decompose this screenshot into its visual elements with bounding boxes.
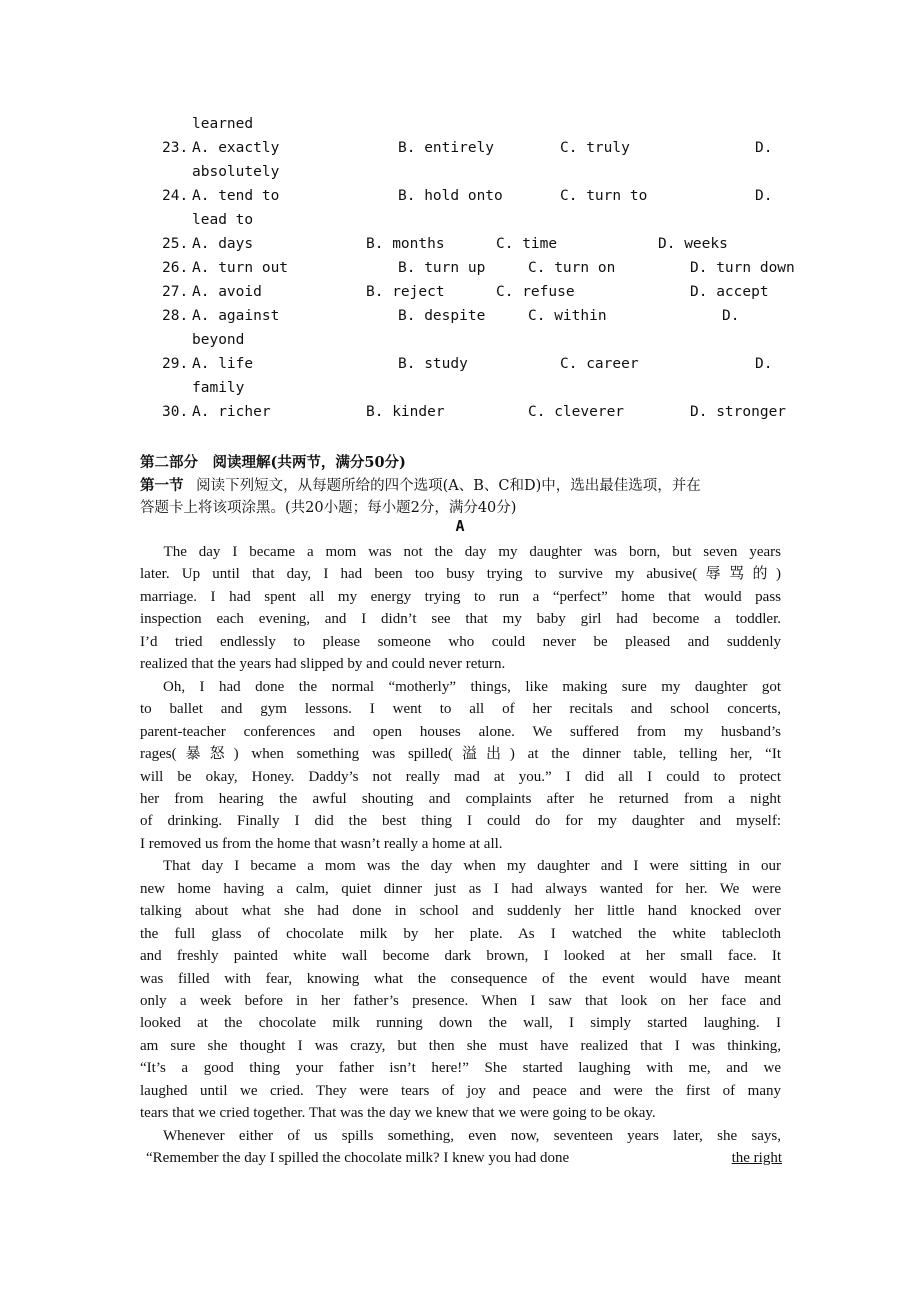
passage-line: new home having a calm, quiet dinner just as I had always wanted for her. We were <box>140 880 781 897</box>
option-b: B. kinder <box>366 404 445 420</box>
question-27-row <box>0 284 920 308</box>
passage-line: talking about what she had done in school and suddenly her little hand knocked over <box>140 903 781 920</box>
question-number: 23. <box>162 140 189 156</box>
passage-line: parent-teacher conferences and open houses alone. We suffered from my husband’s <box>140 723 781 740</box>
passage-line: the full glass of chocolate milk by her plate. As I watched the white tablecloth <box>140 925 781 942</box>
option-b: B. despite <box>398 308 486 324</box>
option-d: D. stronger <box>690 404 787 420</box>
question-23-row <box>0 140 920 164</box>
passage-line: That day I became a mom was the day when my daughter and I were sitting in our <box>163 858 781 875</box>
option-b: B. reject <box>366 284 445 300</box>
option-d: D. <box>722 308 740 324</box>
question-26-row <box>0 260 920 284</box>
option-c: C. within <box>528 308 607 324</box>
passage-line: inspection each evening, and I didn’t see that my baby girl had become a toddler. <box>140 611 781 628</box>
passage-line: Whenever either of us spills something, even now, seventeen years later, she says, <box>163 1127 781 1144</box>
passage-line: looked at the chocolate milk running down the wall, I simply started laughing. I <box>140 1015 781 1032</box>
passage-line: of drinking. Finally I did the best thing I could do for my daughter and myself: <box>140 813 781 830</box>
option-a: A. turn out <box>192 260 289 276</box>
option-b: B. study <box>398 356 468 372</box>
question-28-option-d-continuation: beyond <box>192 332 245 348</box>
passage-line: Oh, I had done the normal “motherly” things, like making sure my daughter got <box>163 678 781 695</box>
question-29-row <box>0 356 920 380</box>
option-b: B. months <box>366 236 445 252</box>
passage-line: later. Up until that day, I had been too busy trying to survive my abusive(辱骂的) <box>140 566 781 583</box>
passage-line: was filled with fear, knowing what the consequence of the event would have meant <box>140 970 781 987</box>
option-a: A. avoid <box>192 284 262 300</box>
passage-line: tears that we cried together. That was the day we knew that we were going to be okay. <box>140 1105 656 1122</box>
option-d: D. <box>755 356 773 372</box>
question-number: 26. <box>162 260 189 276</box>
section-one-label: 第一节 <box>140 477 184 494</box>
option-a: A. life <box>192 356 254 372</box>
passage-line: realized that the years had slipped by and could never return. <box>140 656 506 673</box>
section-one-text: 阅读下列短文，从每题所给的四个选项(A、B、C和D)中，选出最佳选项，并在 <box>196 478 701 494</box>
option-d: D. <box>755 188 773 204</box>
question-number: 30. <box>162 404 189 420</box>
question-number: 27. <box>162 284 189 300</box>
passage-line: I removed us from the home that wasn’t really a home at all. <box>140 835 503 852</box>
option-c: C. turn on <box>528 260 616 276</box>
option-c: C. truly <box>560 140 630 156</box>
passage-line: only a week before in her father’s presence. When I saw that look on her face and <box>140 993 781 1009</box>
option-a: A. tend to <box>192 188 280 204</box>
passage-label: A <box>455 517 465 535</box>
passage-line: “It’s a good thing your father isn’t here!” She started laughing with me, and we <box>140 1060 781 1077</box>
section-one-instructions-line-2: 答题卡上将该项涂黑。(共20小题；每小题2分，满分40分) <box>140 500 517 516</box>
question-28-row <box>0 308 920 332</box>
option-c: C. refuse <box>496 284 575 300</box>
part-two-title: 第二部分 阅读理解(共两节，满分50分) <box>140 454 406 471</box>
option-d: D. <box>755 140 773 156</box>
option-b: B. entirely <box>398 140 495 156</box>
question-22-option-d-continuation: learned <box>192 116 254 132</box>
passage-line <box>146 1147 782 1169</box>
question-30-row <box>0 404 920 428</box>
option-c: C. career <box>560 356 639 372</box>
section-one-instructions-line-1 <box>140 474 701 495</box>
option-d: D. accept <box>690 284 769 300</box>
passage-line: I’d tried endlessly to please someone who could never be pleased and suddenly <box>140 633 781 650</box>
option-b: B. hold onto <box>398 188 503 204</box>
option-d: D. weeks <box>658 236 728 252</box>
passage-line: will be okay, Honey. Daddy’s not really mad at you.” I did all I could to protect <box>140 768 781 785</box>
passage-line: to ballet and gym lessons. I went to all of her recitals and school concerts, <box>140 701 781 718</box>
option-c: C. turn to <box>560 188 648 204</box>
passage-line: am sure she thought I was crazy, but then she must have realized that I was thinking, <box>140 1037 781 1054</box>
question-23-option-d-continuation: absolutely <box>192 164 280 180</box>
passage-line: and freshly painted white wall become dark brown, I looked at her small face. It <box>140 948 781 965</box>
question-29-option-d-continuation: family <box>192 380 245 396</box>
underlined-phrase: the right <box>731 1150 782 1167</box>
option-c: C. time <box>496 236 558 252</box>
option-a: A. richer <box>192 404 271 420</box>
question-number: 28. <box>162 308 189 324</box>
question-number: 25. <box>162 236 189 252</box>
option-a: A. days <box>192 236 254 252</box>
passage-line: her from hearing the awful shouting and complaints after he returned from a night <box>140 790 781 807</box>
option-c: C. cleverer <box>528 404 625 420</box>
passage-line-text: “Remember the day I spilled the chocolate milk? I knew you had done <box>146 1150 570 1167</box>
passage-line: marriage. I had spent all my energy trying to run a “perfect” home that would pass <box>140 588 781 605</box>
passage-line: The day I became a mom was not the day my daughter was born, but seven years <box>140 544 781 560</box>
passage-line: laughed until we cried. They were tears of joy and peace and were the first of many <box>140 1082 781 1099</box>
option-b: B. turn up <box>398 260 486 276</box>
question-number: 24. <box>162 188 189 204</box>
option-a: A. exactly <box>192 140 280 156</box>
question-25-row <box>0 236 920 260</box>
question-number: 29. <box>162 356 189 372</box>
question-24-row <box>0 188 920 212</box>
question-24-option-d-continuation: lead to <box>192 212 254 228</box>
passage-line: rages(暴怒) when something was spilled(溢出) at the dinner table, telling her, “It <box>140 746 781 763</box>
option-a: A. against <box>192 308 280 324</box>
option-d: D. turn down <box>690 260 795 276</box>
